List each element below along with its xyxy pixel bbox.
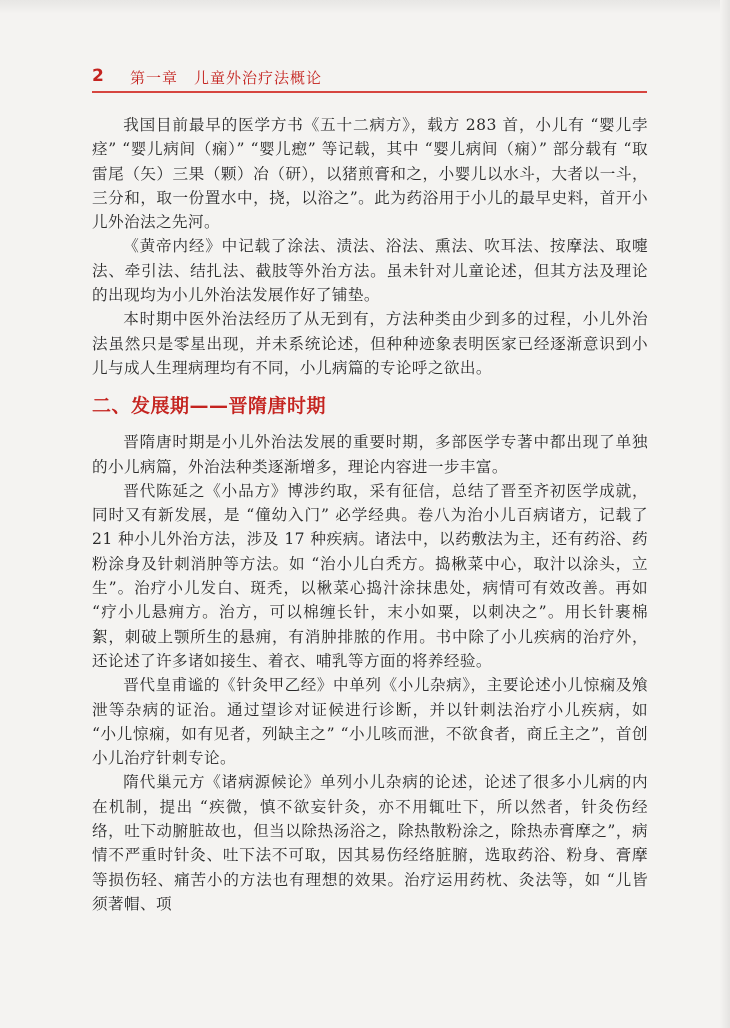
body-text xyxy=(92,113,648,916)
page-right-edge xyxy=(720,0,730,1028)
page-top-shadow xyxy=(0,0,730,14)
paragraph-jin-sui-tang-intro: 晋隋唐时期是小儿外治法发展的重要时期，多部医学专著中都出现了单独的小儿病篇，外治法种类逐渐增多，理论内容进一步丰富。 xyxy=(92,433,648,476)
paragraph-zhenjiu-jiayi-jing: 晋代皇甫谧的《针灸甲乙经》中单列《小儿杂病》，主要论述小儿惊痫及飧泄等杂病的证治。通过望诊对证候进行诊断，并以针刺法治疗小儿疾病，如 “小儿惊痫，如有见者，列缺主之” “小儿咳而泄，不欲食者，商丘主之”，首创小儿治疗针刺专论。 xyxy=(92,676,648,768)
chapter-title: 第一章 儿童外治疗法概论 xyxy=(130,69,323,87)
running-header xyxy=(92,62,647,92)
header-rule xyxy=(92,91,647,93)
paragraph-huangdi-neijing: 《黄帝内经》中记载了涂法、渍法、浴法、熏法、吹耳法、按摩法、取嚏法、牵引法、结扎法、截肢等外治方法。虽未针对儿童论述，但其方法及理论的出现均为小儿外治法发展作好了铺垫。 xyxy=(92,237,648,305)
section-heading: 二、发展期——晋隋唐时期 xyxy=(92,395,327,418)
paragraph-zhubing-yuanhou-lun: 隋代巢元方《诸病源候论》单列小儿杂病的论述，论述了很多小儿病的内在机制，提出 “疾微，慎不欲妄针灸，亦不用辄吐下，所以然者，针灸伤经络，吐下动腑脏故也，但当以除热汤浴之，除热散粉涂之，除热赤膏摩之”，病情不严重时针灸、吐下法不可取，因其易伤经络脏腑，选取药浴、粉身、膏摩等损伤轻、痛苦小的方法也有理想的效果。治疗运用药枕、灸法等，如 “儿皆须著帽、项 xyxy=(92,773,648,913)
paragraph-wushier-bingfang: 我国目前最早的医学方书《五十二病方》，载方 283 首，小儿有 “婴儿孛痉” “婴儿病间（痫）” “婴儿瘛” 等记载，其中 “婴儿病间（痫）” 部分载有 “取雷尾（矢）三果（颗）冶（研），以猪煎膏和之，小婴儿以水斗，大者以一斗，三分和，取一份置水中，挠，以浴之”。此为药浴用于小儿的最早史料，首开小儿外治法之先河。 xyxy=(92,116,648,232)
paragraph-xiaopin-fang: 晋代陈延之《小品方》博涉约取，采有征信，总结了晋至齐初医学成就，同时又有新发展，是 “僮幼入门” 必学经典。卷八为治小儿百病诸方，记载了 21 种小儿外治方法，涉及 17 种疾病。诸法中，以药敷法为主，还有药浴、药粉涂身及针刺消肿等方法。如 “治小儿白秃方。捣楸菜中心，取汁以涂头，立生”。治疗小儿发白、斑秃，以楸菜心捣汁涂抹患处，病情可有效改善。再如 “疗小儿悬痈方。治方，可以棉缠长针，末小如粟，以刺决之”。用长针裹棉絮，刺破上颚所生的悬痈，有消肿排脓的作用。书中除了小儿疾病的治疗外，还论述了许多诸如接生、着衣、哺乳等方面的将养经验。 xyxy=(92,481,648,670)
page-number: 2 xyxy=(92,66,104,86)
paragraph-period-summary: 本时期中医外治法经历了从无到有，方法种类由少到多的过程，小儿外治法虽然只是零星出现，并未系统论述，但种种迹象表明医家已经逐渐意识到小儿与成人生理病理均有不同，小儿病篇的专论呼之欲出。 xyxy=(92,310,648,377)
